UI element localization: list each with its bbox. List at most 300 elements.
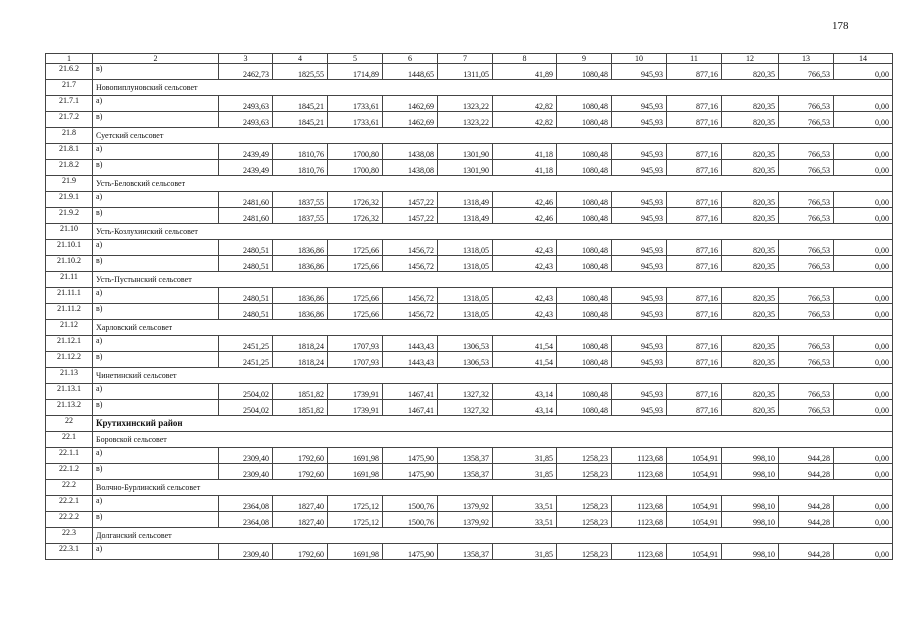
row-subtype: а): [93, 144, 219, 160]
value-cell: 998,10: [722, 544, 779, 560]
value-cell: 1301,90: [438, 144, 493, 160]
column-number-header: 11: [667, 54, 722, 64]
section-name: Усть-Беловский сельсовет: [93, 176, 893, 192]
value-cell: 877,16: [667, 112, 722, 128]
value-cell: 877,16: [667, 96, 722, 112]
value-cell: 945,93: [612, 192, 667, 208]
value-cell: 1080,48: [557, 304, 612, 320]
value-cell: 1818,24: [273, 336, 328, 352]
value-cell: 944,28: [779, 464, 834, 480]
section-row: [46, 272, 893, 288]
section-row: [46, 416, 893, 432]
value-cell: 1456,72: [383, 304, 438, 320]
value-cell: 1054,91: [667, 496, 722, 512]
row-subtype: в): [93, 112, 219, 128]
value-cell: 1792,60: [273, 448, 328, 464]
value-cell: 1379,92: [438, 496, 493, 512]
value-cell: 1837,55: [273, 208, 328, 224]
value-cell: 41,54: [493, 352, 557, 368]
value-cell: 766,53: [779, 192, 834, 208]
value-cell: 1327,32: [438, 384, 493, 400]
column-number-header: 8: [493, 54, 557, 64]
value-cell: 0,00: [834, 496, 893, 512]
value-cell: 945,93: [612, 256, 667, 272]
value-cell: 1306,53: [438, 352, 493, 368]
value-cell: 766,53: [779, 96, 834, 112]
value-cell: 945,93: [612, 384, 667, 400]
column-number-row: [46, 54, 893, 64]
column-number-header: 7: [438, 54, 493, 64]
value-cell: 1327,32: [438, 400, 493, 416]
value-cell: 1700,80: [328, 160, 383, 176]
table-row: [46, 512, 893, 528]
value-cell: 31,85: [493, 544, 557, 560]
value-cell: 1700,80: [328, 144, 383, 160]
value-cell: 1457,22: [383, 208, 438, 224]
value-cell: 944,28: [779, 496, 834, 512]
row-code: 21.11: [46, 272, 93, 288]
value-cell: 1837,55: [273, 192, 328, 208]
value-cell: 2309,40: [219, 448, 273, 464]
value-cell: 0,00: [834, 464, 893, 480]
value-cell: 945,93: [612, 208, 667, 224]
value-cell: 944,28: [779, 448, 834, 464]
column-number-header: 13: [779, 54, 834, 64]
value-cell: 1080,48: [557, 96, 612, 112]
value-cell: 1845,21: [273, 96, 328, 112]
value-cell: 1306,53: [438, 336, 493, 352]
row-code: 21.12.1: [46, 336, 93, 352]
table-row: [46, 112, 893, 128]
value-cell: 1318,49: [438, 192, 493, 208]
row-code: 21.12.2: [46, 352, 93, 368]
value-cell: 0,00: [834, 192, 893, 208]
value-cell: 766,53: [779, 208, 834, 224]
row-code: 22.2.2: [46, 512, 93, 528]
row-code: 22.1: [46, 432, 93, 448]
value-cell: 42,46: [493, 192, 557, 208]
value-cell: 998,10: [722, 512, 779, 528]
value-cell: 945,93: [612, 336, 667, 352]
value-cell: 0,00: [834, 96, 893, 112]
value-cell: 877,16: [667, 160, 722, 176]
value-cell: 820,35: [722, 144, 779, 160]
value-cell: 1792,60: [273, 464, 328, 480]
value-cell: 766,53: [779, 384, 834, 400]
row-code: 22.3.1: [46, 544, 93, 560]
value-cell: 1080,48: [557, 144, 612, 160]
value-cell: 31,85: [493, 464, 557, 480]
value-cell: 43,14: [493, 384, 557, 400]
value-cell: 1462,69: [383, 112, 438, 128]
value-cell: 1462,69: [383, 96, 438, 112]
row-subtype: в): [93, 64, 219, 80]
value-cell: 1054,91: [667, 544, 722, 560]
value-cell: 1714,89: [328, 64, 383, 80]
column-number-header: 6: [383, 54, 438, 64]
value-cell: 2439,49: [219, 144, 273, 160]
value-cell: 877,16: [667, 208, 722, 224]
section-name: Волчно-Бурлинский сельсовет: [93, 480, 893, 496]
value-cell: 0,00: [834, 160, 893, 176]
row-code: 21.11.2: [46, 304, 93, 320]
value-cell: 1475,90: [383, 544, 438, 560]
value-cell: 1448,65: [383, 64, 438, 80]
value-cell: 1438,08: [383, 144, 438, 160]
table-row: [46, 240, 893, 256]
row-code: 22.1.1: [46, 448, 93, 464]
value-cell: 820,35: [722, 192, 779, 208]
row-subtype: а): [93, 384, 219, 400]
value-cell: 1443,43: [383, 336, 438, 352]
section-name: Харловский сельсовет: [93, 320, 893, 336]
value-cell: 1851,82: [273, 384, 328, 400]
value-cell: 1123,68: [612, 544, 667, 560]
value-cell: 945,93: [612, 288, 667, 304]
value-cell: 1443,43: [383, 352, 438, 368]
value-cell: 33,51: [493, 512, 557, 528]
section-name: Чинетинский сельсовет: [93, 368, 893, 384]
row-code: 21.8: [46, 128, 93, 144]
value-cell: 877,16: [667, 400, 722, 416]
value-cell: 1456,72: [383, 288, 438, 304]
table-row: [46, 96, 893, 112]
table-row: [46, 64, 893, 80]
row-subtype: а): [93, 496, 219, 512]
table-row: [46, 496, 893, 512]
value-cell: 1258,23: [557, 512, 612, 528]
value-cell: 1851,82: [273, 400, 328, 416]
row-code: 21.13.1: [46, 384, 93, 400]
value-cell: 1080,48: [557, 384, 612, 400]
value-cell: 2439,49: [219, 160, 273, 176]
row-code: 21.10.2: [46, 256, 93, 272]
value-cell: 1726,32: [328, 208, 383, 224]
row-code: 21.6.2: [46, 64, 93, 80]
value-cell: 877,16: [667, 240, 722, 256]
value-cell: 33,51: [493, 496, 557, 512]
value-cell: 41,18: [493, 160, 557, 176]
row-subtype: в): [93, 352, 219, 368]
value-cell: 0,00: [834, 512, 893, 528]
value-cell: 820,35: [722, 256, 779, 272]
value-cell: 820,35: [722, 240, 779, 256]
value-cell: 1475,90: [383, 448, 438, 464]
value-cell: 820,35: [722, 400, 779, 416]
value-cell: 877,16: [667, 256, 722, 272]
value-cell: 0,00: [834, 240, 893, 256]
value-cell: 945,93: [612, 304, 667, 320]
value-cell: 2364,08: [219, 512, 273, 528]
value-cell: 1358,37: [438, 544, 493, 560]
value-cell: 1845,21: [273, 112, 328, 128]
value-cell: 0,00: [834, 208, 893, 224]
table-row: [46, 336, 893, 352]
value-cell: 766,53: [779, 336, 834, 352]
value-cell: 2504,02: [219, 384, 273, 400]
value-cell: 0,00: [834, 112, 893, 128]
value-cell: 1258,23: [557, 544, 612, 560]
value-cell: 766,53: [779, 240, 834, 256]
value-cell: 1301,90: [438, 160, 493, 176]
value-cell: 1691,98: [328, 544, 383, 560]
value-cell: 2364,08: [219, 496, 273, 512]
value-cell: 1818,24: [273, 352, 328, 368]
row-subtype: а): [93, 448, 219, 464]
value-cell: 42,43: [493, 304, 557, 320]
value-cell: 1810,76: [273, 144, 328, 160]
section-name: Усть-Козлухинский сельсовет: [93, 224, 893, 240]
value-cell: 42,43: [493, 288, 557, 304]
value-cell: 1467,41: [383, 384, 438, 400]
table-row: [46, 144, 893, 160]
row-code: 21.12: [46, 320, 93, 336]
value-cell: 1707,93: [328, 336, 383, 352]
value-cell: 1825,55: [273, 64, 328, 80]
section-row: [46, 432, 893, 448]
value-cell: 42,46: [493, 208, 557, 224]
column-number-header: 1: [46, 54, 93, 64]
value-cell: 0,00: [834, 336, 893, 352]
row-subtype: а): [93, 336, 219, 352]
value-cell: 2504,02: [219, 400, 273, 416]
column-number-header: 4: [273, 54, 328, 64]
value-cell: 1311,05: [438, 64, 493, 80]
value-cell: 1725,12: [328, 496, 383, 512]
value-cell: 1725,12: [328, 512, 383, 528]
value-cell: 0,00: [834, 64, 893, 80]
row-subtype: в): [93, 400, 219, 416]
value-cell: 877,16: [667, 64, 722, 80]
table-row: [46, 304, 893, 320]
value-cell: 877,16: [667, 192, 722, 208]
row-subtype: а): [93, 96, 219, 112]
value-cell: 877,16: [667, 144, 722, 160]
value-cell: 1080,48: [557, 208, 612, 224]
row-code: 21.11.1: [46, 288, 93, 304]
value-cell: 1054,91: [667, 512, 722, 528]
row-code: 21.13.2: [46, 400, 93, 416]
row-code: 21.9: [46, 176, 93, 192]
row-subtype: в): [93, 464, 219, 480]
row-code: 21.7.1: [46, 96, 93, 112]
value-cell: 1318,05: [438, 288, 493, 304]
value-cell: 766,53: [779, 256, 834, 272]
column-number-header: 14: [834, 54, 893, 64]
column-number-header: 5: [328, 54, 383, 64]
value-cell: 1500,76: [383, 496, 438, 512]
value-cell: 766,53: [779, 160, 834, 176]
row-subtype: а): [93, 544, 219, 560]
column-number-header: 2: [93, 54, 219, 64]
row-subtype: в): [93, 304, 219, 320]
value-cell: 998,10: [722, 496, 779, 512]
value-cell: 1080,48: [557, 336, 612, 352]
section-name: Крутихинский район: [93, 416, 893, 432]
table-body: [46, 64, 893, 560]
section-name: Суетский сельсовет: [93, 128, 893, 144]
section-name: Новопиплуновский сельсовет: [93, 80, 893, 96]
section-row: [46, 528, 893, 544]
value-cell: 1379,92: [438, 512, 493, 528]
value-cell: 1792,60: [273, 544, 328, 560]
value-cell: 944,28: [779, 512, 834, 528]
value-cell: 766,53: [779, 112, 834, 128]
value-cell: 1691,98: [328, 448, 383, 464]
value-cell: 945,93: [612, 400, 667, 416]
column-number-header: 12: [722, 54, 779, 64]
value-cell: 0,00: [834, 400, 893, 416]
value-cell: 0,00: [834, 352, 893, 368]
value-cell: 945,93: [612, 352, 667, 368]
section-row: [46, 480, 893, 496]
value-cell: 1456,72: [383, 256, 438, 272]
section-row: [46, 368, 893, 384]
row-subtype: а): [93, 240, 219, 256]
value-cell: 820,35: [722, 208, 779, 224]
row-code: 21.9.2: [46, 208, 93, 224]
table-row: [46, 288, 893, 304]
column-number-header: 9: [557, 54, 612, 64]
value-cell: 1080,48: [557, 256, 612, 272]
value-cell: 1258,23: [557, 496, 612, 512]
value-cell: 766,53: [779, 400, 834, 416]
value-cell: 1123,68: [612, 496, 667, 512]
value-cell: 820,35: [722, 304, 779, 320]
table-row: [46, 464, 893, 480]
value-cell: 945,93: [612, 112, 667, 128]
value-cell: 42,82: [493, 112, 557, 128]
row-code: 21.7.2: [46, 112, 93, 128]
value-cell: 0,00: [834, 144, 893, 160]
value-cell: 1080,48: [557, 352, 612, 368]
value-cell: 1318,49: [438, 208, 493, 224]
column-number-header: 3: [219, 54, 273, 64]
value-cell: 31,85: [493, 448, 557, 464]
value-cell: 2462,73: [219, 64, 273, 80]
value-cell: 1080,48: [557, 400, 612, 416]
value-cell: 945,93: [612, 240, 667, 256]
value-cell: 0,00: [834, 304, 893, 320]
value-cell: 1054,91: [667, 448, 722, 464]
value-cell: 0,00: [834, 384, 893, 400]
value-cell: 820,35: [722, 336, 779, 352]
value-cell: 42,43: [493, 256, 557, 272]
value-cell: 0,00: [834, 544, 893, 560]
value-cell: 2309,40: [219, 544, 273, 560]
value-cell: 2451,25: [219, 336, 273, 352]
value-cell: 41,18: [493, 144, 557, 160]
row-code: 21.8.2: [46, 160, 93, 176]
value-cell: 877,16: [667, 352, 722, 368]
value-cell: 1258,23: [557, 448, 612, 464]
page-number: 178: [832, 20, 849, 32]
row-code: 21.13: [46, 368, 93, 384]
value-cell: 820,35: [722, 160, 779, 176]
value-cell: 945,93: [612, 160, 667, 176]
value-cell: 1080,48: [557, 192, 612, 208]
row-subtype: а): [93, 192, 219, 208]
value-cell: 1827,40: [273, 512, 328, 528]
value-cell: 0,00: [834, 288, 893, 304]
value-cell: 1438,08: [383, 160, 438, 176]
value-cell: 1318,05: [438, 256, 493, 272]
table-row: [46, 400, 893, 416]
value-cell: 877,16: [667, 384, 722, 400]
value-cell: 2493,63: [219, 112, 273, 128]
row-subtype: в): [93, 512, 219, 528]
value-cell: 1725,66: [328, 288, 383, 304]
value-cell: 766,53: [779, 288, 834, 304]
table-row: [46, 208, 893, 224]
value-cell: 1358,37: [438, 464, 493, 480]
value-cell: 820,35: [722, 96, 779, 112]
value-cell: 1123,68: [612, 464, 667, 480]
row-code: 22.3: [46, 528, 93, 544]
value-cell: 1467,41: [383, 400, 438, 416]
value-cell: 1358,37: [438, 448, 493, 464]
value-cell: 41,89: [493, 64, 557, 80]
value-cell: 1318,05: [438, 304, 493, 320]
value-cell: 43,14: [493, 400, 557, 416]
section-row: [46, 128, 893, 144]
section-row: [46, 80, 893, 96]
row-code: 21.7: [46, 80, 93, 96]
row-subtype: в): [93, 256, 219, 272]
row-code: 21.8.1: [46, 144, 93, 160]
value-cell: 1258,23: [557, 464, 612, 480]
row-code: 21.9.1: [46, 192, 93, 208]
value-cell: 1836,86: [273, 240, 328, 256]
value-cell: 1080,48: [557, 160, 612, 176]
value-cell: 1323,22: [438, 112, 493, 128]
value-cell: 1725,66: [328, 304, 383, 320]
row-code: 22: [46, 416, 93, 432]
value-cell: 1725,66: [328, 256, 383, 272]
section-row: [46, 176, 893, 192]
section-row: [46, 320, 893, 336]
value-cell: 0,00: [834, 256, 893, 272]
value-cell: 945,93: [612, 144, 667, 160]
table-row: [46, 192, 893, 208]
value-cell: 1707,93: [328, 352, 383, 368]
value-cell: 1080,48: [557, 240, 612, 256]
row-code: 21.10.1: [46, 240, 93, 256]
value-cell: 1810,76: [273, 160, 328, 176]
section-name: Усть-Пустынский сельсовет: [93, 272, 893, 288]
value-cell: 1691,98: [328, 464, 383, 480]
value-cell: 877,16: [667, 304, 722, 320]
section-name: Долганский сельсовет: [93, 528, 893, 544]
value-cell: 2451,25: [219, 352, 273, 368]
value-cell: 1456,72: [383, 240, 438, 256]
row-code: 22.2.1: [46, 496, 93, 512]
value-cell: 2480,51: [219, 240, 273, 256]
row-code: 22.2: [46, 480, 93, 496]
value-cell: 877,16: [667, 336, 722, 352]
row-code: 21.10: [46, 224, 93, 240]
value-cell: 820,35: [722, 352, 779, 368]
value-cell: 766,53: [779, 64, 834, 80]
column-number-header: 10: [612, 54, 667, 64]
value-cell: 820,35: [722, 64, 779, 80]
value-cell: 1836,86: [273, 304, 328, 320]
table-row: [46, 256, 893, 272]
value-cell: 1323,22: [438, 96, 493, 112]
table-row: [46, 160, 893, 176]
tariff-table: [45, 53, 893, 560]
value-cell: 945,93: [612, 96, 667, 112]
